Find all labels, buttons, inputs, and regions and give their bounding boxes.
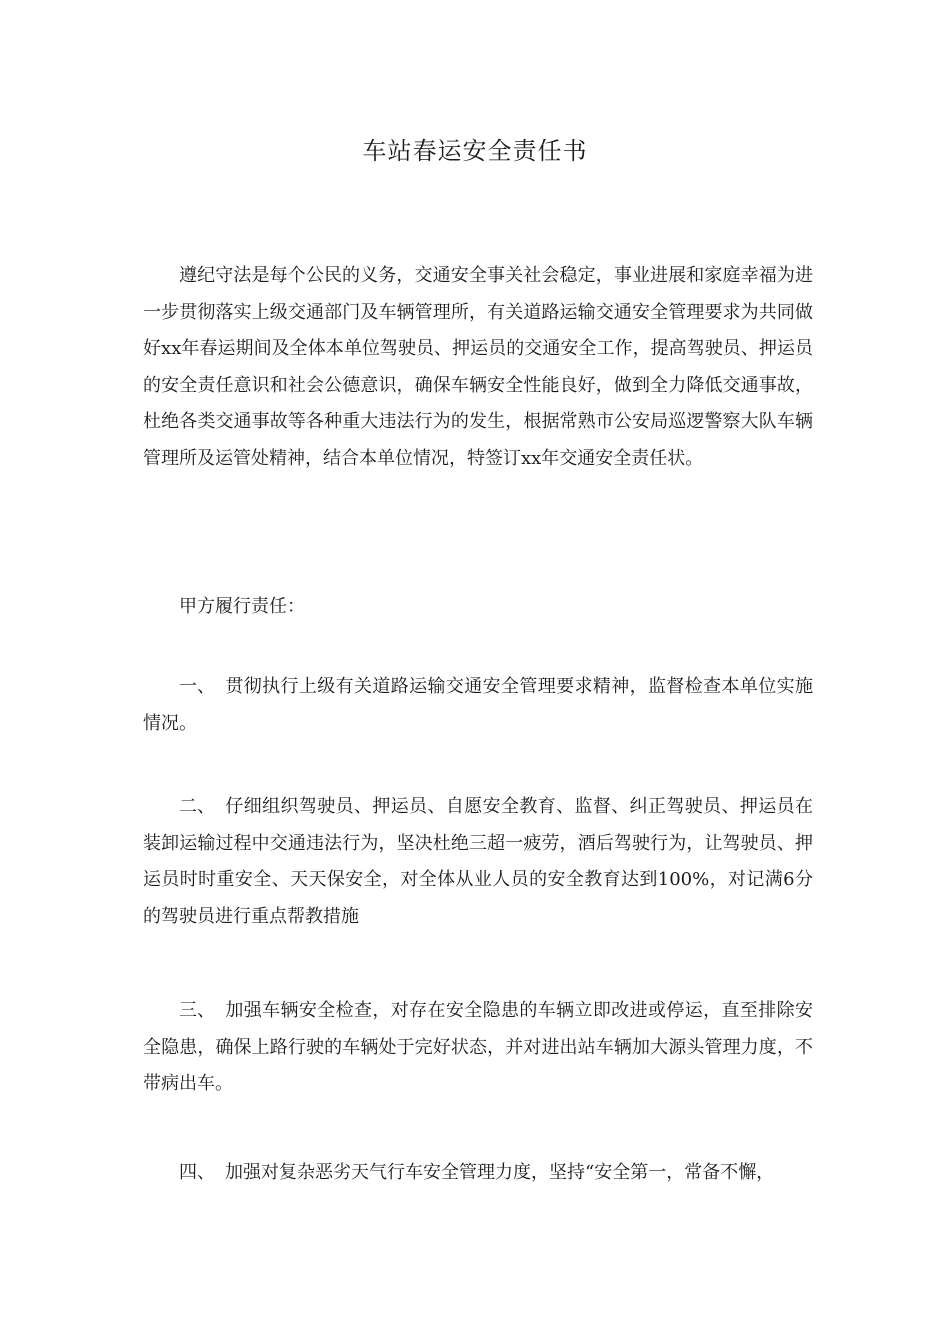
list-item: [143, 789, 813, 935]
item-number: 四、: [179, 1162, 215, 1183]
list-item: [143, 669, 813, 742]
intro-paragraph: 遵纪守法是每个公民的义务，交通安全事关社会稳定，事业进展和家庭幸福为进一步贯彻落实上级交通部门及车辆管理所，有关道路运输交通安全管理要求为共同做好xx年春运期间及全体本单位驾驶员、押运员的交通安全工作，提高驾驶员、押运员的安全责任意识和社会公德意识，确保车辆安全性能良好，做到全力降低交通事故，杜绝各类交通事故等各种重大违法行为的发生，根据常熟市公安局巡逻警察大队车辆管理所及运管处精神，结合本单位情况，特签订xx年交通安全责任状。: [143, 265, 813, 469]
list-item: [143, 1155, 823, 1192]
item-number: 一、: [179, 676, 215, 697]
item-text: 贯彻执行上级有关道路运输交通安全管理要求精神，监督检查本单位实施情况。: [143, 676, 813, 734]
list-item: [143, 993, 813, 1103]
item-number: 三、: [179, 1000, 215, 1021]
item-text: 仔细组织驾驶员、押运员、自愿安全教育、监督、纠正驾驶员、押运员在装卸运输过程中交通违法行为，坚决杜绝三超一疲劳，酒后驾驶行为，让驾驶员、押运员时时重安全、天天保安全，对全体从业人员的安全教育达到100%，对记满6分的驾驶员进行重点帮教措施: [143, 796, 813, 927]
item-number: 二、: [179, 796, 215, 817]
document-title: 车站春运安全责任书: [362, 137, 588, 165]
section-heading: 甲方履行责任：: [179, 596, 305, 617]
item-text: 加强对复杂恶劣天气行车安全管理力度，坚持“安全第一，常备不懈，: [225, 1162, 775, 1183]
item-text: 加强车辆安全检查，对存在安全隐患的车辆立即改进或停运，直至排除安全隐患，确保上路行驶的车辆处于完好状态，并对进出站车辆加大源头管理力度，不带病出车。: [143, 1000, 813, 1094]
